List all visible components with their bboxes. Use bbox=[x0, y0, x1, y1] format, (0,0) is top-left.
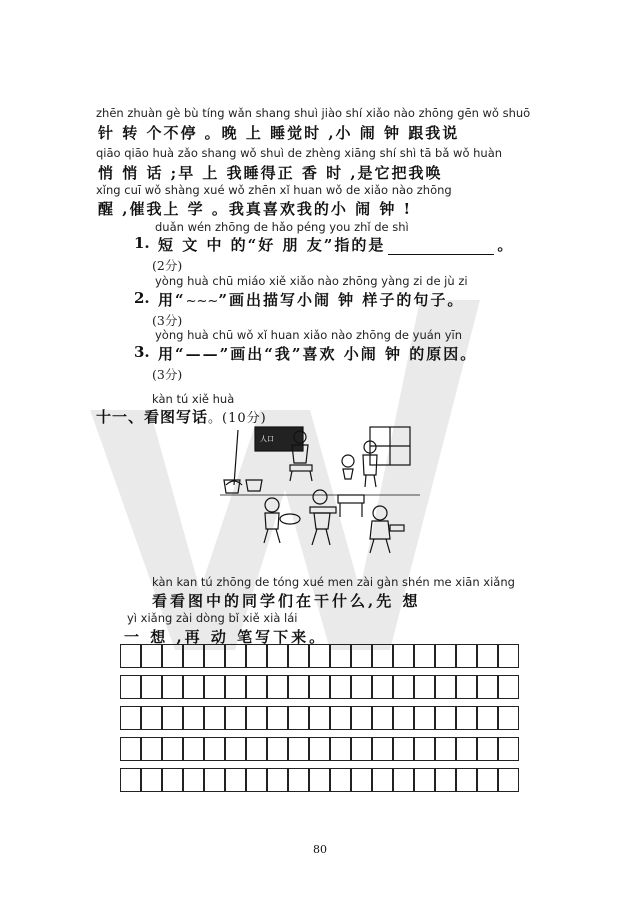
grid-cell[interactable] bbox=[309, 644, 330, 668]
grid-row bbox=[120, 768, 524, 792]
grid-cell[interactable] bbox=[120, 644, 141, 668]
question-3-prompt-end: ”画出“我”喜欢 小闹 钟 的原因。 bbox=[219, 345, 478, 363]
grid-cell[interactable] bbox=[435, 644, 456, 668]
grid-cell[interactable] bbox=[162, 675, 183, 699]
passage-text-1: 针 转 个不停 。晚 上 睡觉时 ,小 闹 钟 跟我说 bbox=[98, 124, 460, 142]
question-2-pinyin: yòng huà chū miáo xiě xiǎo nào zhōng yàng zi de jù zi bbox=[155, 274, 468, 288]
grid-cell[interactable] bbox=[351, 706, 372, 730]
section-11-pinyin: kàn tú xiě huà bbox=[152, 392, 235, 406]
grid-cell[interactable] bbox=[204, 675, 225, 699]
question-2-score: (3分) bbox=[152, 313, 183, 328]
passage-text-3: 醒 ,催我上 学 。我真喜欢我的小 闹 钟 ! bbox=[98, 200, 413, 218]
page-number: 80 bbox=[313, 843, 327, 856]
grid-cell[interactable] bbox=[456, 706, 477, 730]
grid-cell[interactable] bbox=[435, 675, 456, 699]
grid-cell[interactable] bbox=[225, 768, 246, 792]
grid-cell[interactable] bbox=[141, 644, 162, 668]
grid-cell[interactable] bbox=[498, 737, 519, 761]
grid-cell[interactable] bbox=[330, 768, 351, 792]
grid-row bbox=[120, 706, 524, 730]
grid-cell[interactable] bbox=[267, 706, 288, 730]
grid-cell[interactable] bbox=[372, 644, 393, 668]
section-11-title bbox=[96, 406, 267, 427]
grid-cell[interactable] bbox=[288, 706, 309, 730]
grid-cell[interactable] bbox=[246, 706, 267, 730]
passage-pinyin-1: zhēn zhuàn gè bù tíng wǎn shang shuì jiào shí xiǎo nào zhōng gēn wǒ shuō bbox=[96, 106, 531, 120]
grid-cell[interactable] bbox=[120, 675, 141, 699]
grid-cell[interactable] bbox=[330, 706, 351, 730]
grid-cell[interactable] bbox=[477, 706, 498, 730]
grid-cell[interactable] bbox=[435, 768, 456, 792]
grid-cell[interactable] bbox=[246, 737, 267, 761]
grid-cell[interactable] bbox=[141, 706, 162, 730]
question-1-end: 。 bbox=[497, 236, 515, 254]
grid-cell[interactable] bbox=[225, 737, 246, 761]
grid-cell[interactable] bbox=[309, 706, 330, 730]
grid-cell[interactable] bbox=[435, 737, 456, 761]
grid-cell[interactable] bbox=[477, 644, 498, 668]
grid-cell[interactable] bbox=[351, 675, 372, 699]
grid-cell[interactable] bbox=[498, 644, 519, 668]
question-3-prompt-start: 用“ bbox=[158, 345, 186, 363]
grid-cell[interactable] bbox=[162, 768, 183, 792]
question-1-prompt: 短 文 中 的“好 朋 友”指的是 bbox=[158, 236, 386, 254]
grid-cell[interactable] bbox=[183, 675, 204, 699]
grid-cell[interactable] bbox=[120, 706, 141, 730]
grid-cell[interactable] bbox=[372, 737, 393, 761]
passage-text-2: 悄 悄 话 ;早 上 我睡得正 香 时 ,是它把我唤 bbox=[98, 164, 443, 182]
grid-cell[interactable] bbox=[372, 706, 393, 730]
grid-cell[interactable] bbox=[372, 675, 393, 699]
grid-cell[interactable] bbox=[435, 706, 456, 730]
grid-cell[interactable] bbox=[162, 706, 183, 730]
prompt-text-2: 一 想 ,再 动 笔写下来。 bbox=[124, 628, 328, 646]
grid-cell[interactable] bbox=[204, 706, 225, 730]
grid-row bbox=[120, 644, 524, 668]
grid-cell[interactable] bbox=[183, 768, 204, 792]
grid-cell[interactable] bbox=[414, 675, 435, 699]
grid-cell[interactable] bbox=[393, 768, 414, 792]
grid-cell[interactable] bbox=[309, 737, 330, 761]
grid-cell[interactable] bbox=[330, 675, 351, 699]
grid-cell[interactable] bbox=[351, 644, 372, 668]
question-1-score: (2分) bbox=[152, 258, 183, 273]
grid-cell[interactable] bbox=[162, 737, 183, 761]
grid-cell[interactable] bbox=[267, 675, 288, 699]
grid-cell[interactable] bbox=[414, 644, 435, 668]
grid-cell[interactable] bbox=[183, 706, 204, 730]
grid-cell[interactable] bbox=[351, 768, 372, 792]
grid-cell[interactable] bbox=[414, 737, 435, 761]
grid-cell[interactable] bbox=[393, 706, 414, 730]
prompt-pinyin-1: kàn kan tú zhōng de tóng xué men zài gàn shén me xiān xiǎng bbox=[152, 575, 515, 589]
passage-pinyin-2: qiāo qiāo huà zǎo shang wǒ shuì de zhèng xiāng shí shì tā bǎ wǒ huàn bbox=[96, 146, 503, 160]
wavy-line-mark: ~~~ bbox=[185, 294, 219, 309]
grid-cell[interactable] bbox=[225, 644, 246, 668]
question-1-number: 1. bbox=[134, 234, 150, 252]
grid-cell[interactable] bbox=[162, 644, 183, 668]
grid-cell[interactable] bbox=[309, 768, 330, 792]
question-2-prompt-end: ”画出描写小闹 钟 样子的句子。 bbox=[218, 291, 465, 309]
question-3-text bbox=[158, 343, 477, 364]
grid-cell[interactable] bbox=[477, 768, 498, 792]
classroom-illustration bbox=[220, 425, 420, 555]
question-2-number: 2. bbox=[134, 289, 150, 307]
grid-cell[interactable] bbox=[393, 644, 414, 668]
grid-cell[interactable] bbox=[288, 737, 309, 761]
grid-cell[interactable] bbox=[120, 737, 141, 761]
grid-cell[interactable] bbox=[498, 675, 519, 699]
question-2-prompt-start: 用“ bbox=[158, 291, 186, 309]
grid-cell[interactable] bbox=[204, 644, 225, 668]
grid-cell[interactable] bbox=[225, 675, 246, 699]
grid-cell[interactable] bbox=[330, 737, 351, 761]
grid-cell[interactable] bbox=[372, 768, 393, 792]
grid-cell[interactable] bbox=[477, 675, 498, 699]
grid-cell[interactable] bbox=[246, 675, 267, 699]
grid-cell[interactable] bbox=[456, 644, 477, 668]
grid-cell[interactable] bbox=[225, 706, 246, 730]
prompt-text-1: 看看图中的同学们在干什么,先 想 bbox=[152, 592, 421, 610]
grid-cell[interactable] bbox=[141, 675, 162, 699]
section-11-score: 。(10分) bbox=[208, 411, 267, 426]
grid-cell[interactable] bbox=[288, 768, 309, 792]
grid-cell[interactable] bbox=[246, 644, 267, 668]
grid-cell[interactable] bbox=[288, 675, 309, 699]
grid-cell[interactable] bbox=[267, 737, 288, 761]
section-11-heading: 十一、看图写话 bbox=[96, 408, 209, 426]
straight-line-mark: —— bbox=[185, 345, 220, 363]
grid-cell[interactable] bbox=[267, 768, 288, 792]
grid-cell[interactable] bbox=[267, 644, 288, 668]
question-3-pinyin: yòng huà chū wǒ xǐ huan xiǎo nào zhōng de yuán yīn bbox=[155, 328, 463, 342]
grid-cell[interactable] bbox=[120, 768, 141, 792]
grid-row bbox=[120, 675, 524, 699]
grid-cell[interactable] bbox=[393, 675, 414, 699]
grid-cell[interactable] bbox=[456, 675, 477, 699]
prompt-pinyin-2: yì xiǎng zài dòng bǐ xiě xià lái bbox=[127, 611, 298, 625]
grid-cell[interactable] bbox=[456, 737, 477, 761]
question-1-text bbox=[158, 234, 514, 255]
grid-cell[interactable] bbox=[330, 644, 351, 668]
question-3-score: (3分) bbox=[152, 367, 183, 382]
grid-cell[interactable] bbox=[393, 737, 414, 761]
grid-cell[interactable] bbox=[204, 737, 225, 761]
grid-row bbox=[120, 737, 524, 761]
question-3-number: 3. bbox=[134, 343, 150, 361]
question-1-pinyin: duǎn wén zhōng de hǎo péng you zhǐ de shì bbox=[155, 220, 409, 234]
grid-cell[interactable] bbox=[477, 737, 498, 761]
grid-cell[interactable] bbox=[141, 768, 162, 792]
grid-cell[interactable] bbox=[204, 768, 225, 792]
grid-cell[interactable] bbox=[246, 768, 267, 792]
grid-cell[interactable] bbox=[183, 644, 204, 668]
blackboard-text: 人口 bbox=[260, 435, 274, 443]
grid-cell[interactable] bbox=[183, 737, 204, 761]
grid-cell[interactable] bbox=[288, 644, 309, 668]
passage-pinyin-3: xǐng cuī wǒ shàng xué wǒ zhēn xǐ huan wǒ de xiǎo nào zhōng bbox=[96, 183, 452, 197]
grid-cell[interactable] bbox=[498, 706, 519, 730]
grid-cell[interactable] bbox=[414, 706, 435, 730]
question-2-text bbox=[158, 289, 464, 310]
grid-cell[interactable] bbox=[141, 737, 162, 761]
grid-cell[interactable] bbox=[414, 768, 435, 792]
grid-cell[interactable] bbox=[456, 768, 477, 792]
grid-cell[interactable] bbox=[351, 737, 372, 761]
grid-cell[interactable] bbox=[498, 768, 519, 792]
answer-blank[interactable] bbox=[388, 242, 494, 255]
grid-cell[interactable] bbox=[309, 675, 330, 699]
